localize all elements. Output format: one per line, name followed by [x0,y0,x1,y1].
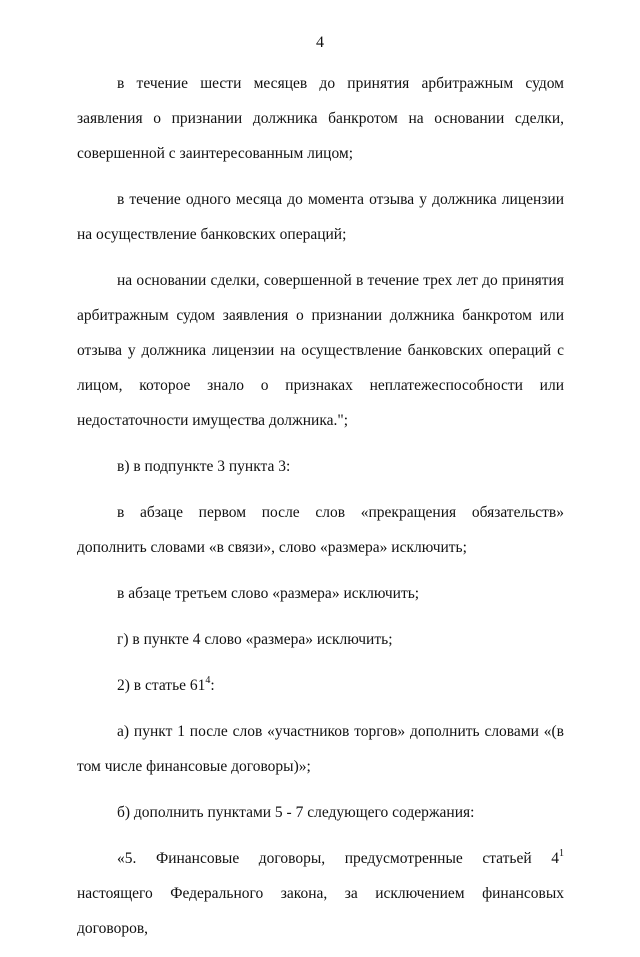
paragraph-subclause-b: б) дополнить пунктами 5 - 7 следующего содержания: [117,804,475,821]
paragraph-first-abzats: в абзаце первом после слов «прекращения обязательств» дополнить словами «в связи», слово «размера» исключить; [77,504,564,556]
paragraph-article-61-4 [77,668,564,703]
paragraph-subclause-g: г) в пункте 4 слово «размера» исключить; [117,631,393,648]
paragraph-six-months: в течение шести месяцев до принятия арбитражным судом заявления о признании должника банкротом на основании сделки, совершенной с заинтересованным лицом; [77,75,564,162]
paragraph-subclause-v: в) в подпункте 3 пункта 3: [117,458,291,475]
page-number: 4 [316,34,324,51]
paragraph-financial-contracts [77,841,564,946]
paragraph-third-abzats: в абзаце третьем слово «размера» исключить; [117,585,420,602]
article-item-suffix: : [210,677,215,694]
paragraph-three-years: на основании сделки, совершенной в течение трех лет до принятия арбитражным судом заявления о признании должника банкротом или отзыва у должника лицензии на осуществление банковских операций с лицом, которое знало о признаках неплатежеспособности или недостаточности имущества должника."; [77,272,564,429]
document-body [77,66,564,957]
closing-text-start: «5. Финансовые договоры, предусмотренные статьей 4 [117,850,559,867]
article-item-text: 2) в статье 61 [117,677,206,694]
closing-superscript: 1 [559,848,564,859]
paragraph-subclause-a: а) пункт 1 после слов «участников торгов» дополнить словами «(в том числе финансовые договоры)»; [77,723,564,775]
article-item-superscript: 4 [205,675,211,686]
paragraph-one-month: в течение одного месяца до момента отзыва у должника лицензии на осуществление банковских операций; [77,191,564,243]
closing-text-end: настоящего Федерального закона, за исключением финансовых договоров, [77,885,564,937]
